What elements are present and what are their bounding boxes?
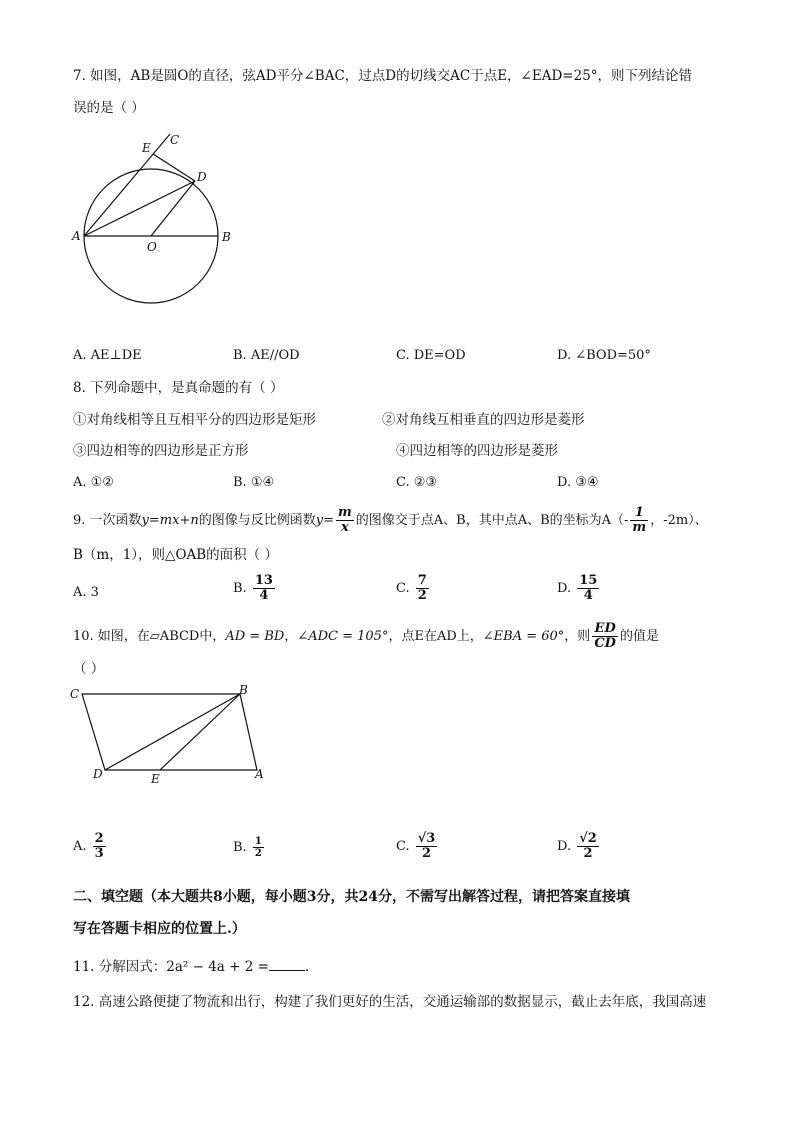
q11-stem xyxy=(73,957,309,977)
q7-option-c: C. DE=OD xyxy=(396,348,466,363)
label-d: D xyxy=(197,170,207,184)
label-b: B xyxy=(222,230,231,244)
q8-option-a: A. ①② xyxy=(73,475,114,490)
q9-text-3: 的图像交于点A、B，其中点A、B的坐标为A（- xyxy=(355,513,629,528)
q10-sep: ， xyxy=(284,629,298,644)
q7-option-b: B. AE//OD xyxy=(233,348,300,363)
q10-text-3: ，则 xyxy=(564,629,591,644)
q9-option-d-frac: $\frac{15}{4}$ xyxy=(579,573,598,603)
label-a: A xyxy=(255,767,264,781)
label-e: E xyxy=(142,141,151,155)
q10-option-c-frac: $\frac{√3}{2}$ xyxy=(417,831,436,861)
q10-eq-angle-eba: ∠EBA = 60° xyxy=(482,629,565,644)
q9-stem-line1 xyxy=(73,506,708,535)
q9-text-4: ，-2m）、 xyxy=(650,513,708,528)
q10-stem-line2: （ ） xyxy=(73,661,105,677)
q10-option-b-frac: $\frac{1}{2}$ xyxy=(254,836,262,859)
q9-text-1: 9. 一次函数 xyxy=(73,513,142,528)
label-e: E xyxy=(151,772,160,786)
q8-prop-3: ③四边相等的四边形是正方形 xyxy=(73,443,249,459)
q11-end: . xyxy=(304,959,310,975)
section2-heading-line1: 二、填空题（本大题共8小题，每小题3分，共24分，不需写出解答过程，请把答案直接填 xyxy=(73,889,630,905)
q8-stem: 8. 下列命题中，是真命题的有（ ） xyxy=(73,380,284,396)
q9-option-c-frac: $\frac{7}{2}$ xyxy=(417,573,427,603)
q10-option-b: B. $\frac{1}{2}$ xyxy=(233,836,262,859)
radius-od xyxy=(151,181,195,236)
q10-option-a-frac: $\frac{2}{3}$ xyxy=(94,831,104,861)
q10-eq-angle-adc: ∠ADC = 105° xyxy=(297,629,389,644)
q10-option-a: A. $\frac{2}{3}$ xyxy=(73,831,104,861)
q7-option-d: D. ∠BOD=50° xyxy=(557,348,651,363)
q10-text-1: 10. 如图，在▱ABCD中， xyxy=(73,629,226,644)
q11-answer-blank[interactable] xyxy=(269,958,305,971)
q10-option-d-frac: $\frac{√2}{2}$ xyxy=(579,831,597,861)
tangent-de xyxy=(153,154,195,181)
chord-ae-line xyxy=(84,134,170,236)
q10-eq-ad-bd: AD = BD xyxy=(225,629,285,644)
q7-stem-line2: 误的是（ ） xyxy=(73,100,145,116)
q8-option-d: D. ③④ xyxy=(557,475,599,490)
q8-option-b: B. ①④ xyxy=(233,475,275,490)
q9-option-c: C. $\frac{7}{2}$ xyxy=(396,573,427,603)
q7-circle-figure xyxy=(60,128,260,328)
q10-text-4: 的值是 xyxy=(619,629,659,644)
q10-option-c: C. $\frac{√3}{2}$ xyxy=(396,831,436,861)
q8-option-c: C. ②③ xyxy=(396,475,438,490)
parallelogram-abcd xyxy=(82,694,257,770)
label-d: D xyxy=(93,767,103,781)
label-b: B xyxy=(239,683,248,697)
q10-frac-ed-cd: $\frac{ED}{CD}$ xyxy=(594,621,616,651)
chord-ad xyxy=(84,181,195,236)
q11-text: 11. 分解因式：2a² − 4a + 2 = xyxy=(73,959,269,975)
q8-prop-2: ②对角线互相垂直的四边形是菱形 xyxy=(382,412,585,428)
q9-option-d: D. $\frac{15}{4}$ xyxy=(557,573,598,603)
q8-prop-1: ①对角线相等且互相平分的四边形是矩形 xyxy=(73,412,316,428)
q10-option-d: D. $\frac{√2}{2}$ xyxy=(557,831,597,861)
q9-frac-m-over-x: $\frac{m}{x}$ xyxy=(337,505,352,535)
label-c: C xyxy=(170,133,180,147)
label-a: A xyxy=(72,229,81,243)
q8-prop-4: ④四边相等的四边形是菱形 xyxy=(396,443,558,459)
label-c: C xyxy=(70,687,80,701)
section2-heading-line2: 写在答题卡相应的位置上.） xyxy=(73,921,246,937)
q9-text-2: 的图像与反比例函数 xyxy=(198,513,316,528)
label-o: O xyxy=(147,240,157,254)
q9-linear-func: y=mx+n xyxy=(141,513,199,528)
q9-inverse-func: y= xyxy=(315,513,334,528)
q9-frac-1-over-m: $\frac{1}{m}$ xyxy=(632,505,647,535)
q9-option-a: A. 3 xyxy=(73,585,99,600)
q7-option-a: A. AE⊥DE xyxy=(73,348,142,363)
q7-stem-line1: 7. 如图，AB是圆O的直径，弦AD平分∠BAC，过点D的切线交AC于点E，∠EAD=25°，则下列结论错 xyxy=(73,68,693,84)
q9-option-b-frac: $\frac{13}{4}$ xyxy=(254,573,273,603)
q10-stem-line1 xyxy=(73,622,659,651)
q12-stem: 12. 高速公路便捷了物流和出行，构建了我们更好的生活，交通运输部的数据显示，截止去年底，我国高速 xyxy=(73,994,707,1010)
q10-parallelogram-figure xyxy=(62,682,282,792)
q9-option-b: B. $\frac{13}{4}$ xyxy=(233,573,273,603)
q10-text-2: ，点E在AD上， xyxy=(388,629,483,644)
q9-stem-line2: B（m，1），则△OAB的面积（ ） xyxy=(73,547,278,563)
